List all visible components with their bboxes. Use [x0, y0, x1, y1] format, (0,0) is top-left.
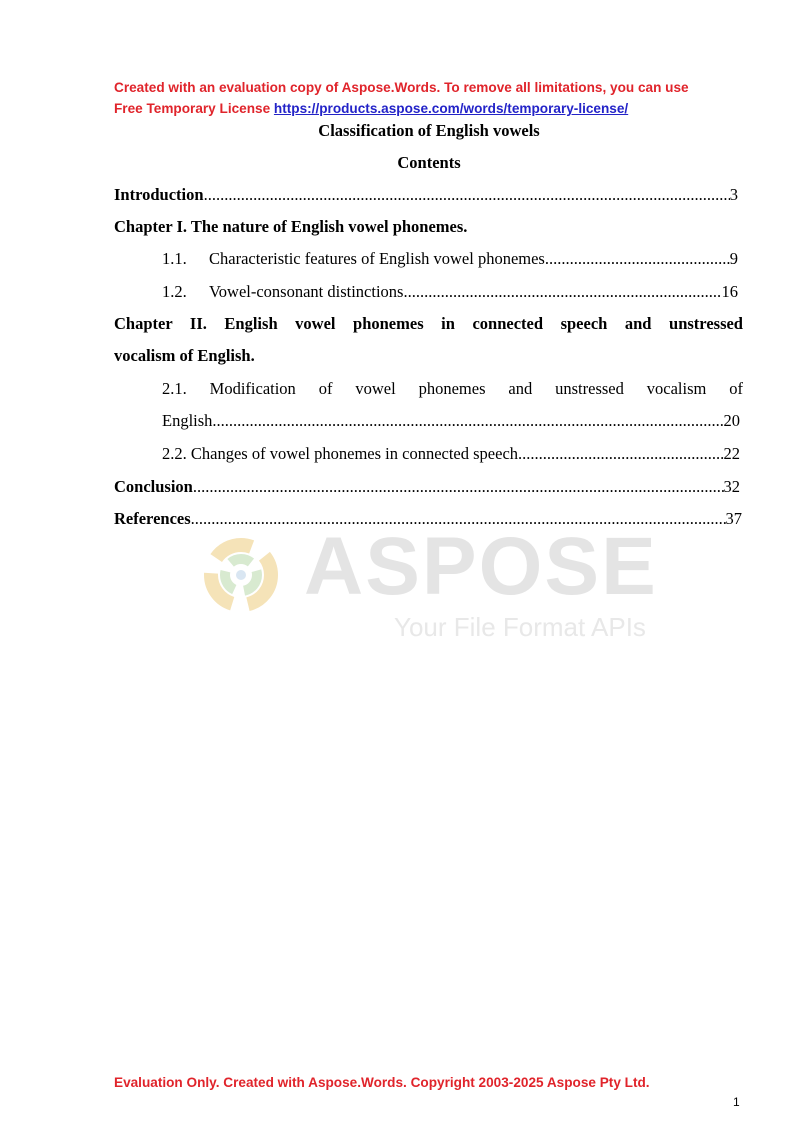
toc-page-number: 22 — [723, 444, 740, 463]
toc-entry-label: References — [114, 509, 191, 528]
toc-entry-label: Introduction — [114, 185, 204, 204]
evaluation-notice-line1: Created with an evaluation copy of Aspose.Words. To remove all limitations, you can use — [114, 80, 689, 95]
toc-page-number: 3 — [729, 185, 738, 204]
toc-dot-leader — [204, 185, 730, 205]
toc-dot-leader — [212, 411, 723, 431]
toc-entry-section-1-1[interactable] — [162, 249, 738, 269]
toc-dot-leader — [191, 509, 726, 529]
toc-section-title: Vowel-consonant distinctions — [209, 282, 404, 301]
toc-entry-label — [162, 249, 545, 269]
watermark-tagline: Your File Format APIs — [394, 612, 646, 642]
toc-section-number: 1.1. — [162, 249, 187, 268]
toc-dot-leader — [193, 477, 724, 497]
aspose-logo-icon — [186, 530, 296, 620]
toc-dot-leader — [545, 249, 730, 269]
toc-entry-label: Conclusion — [114, 477, 193, 496]
license-label: Free Temporary License — [114, 101, 274, 116]
aspose-watermark — [186, 522, 686, 652]
toc-entry-label: 2.2. Changes of vowel phonemes in connected speech — [162, 444, 519, 463]
toc-entry-section-1-2[interactable] — [162, 282, 738, 302]
toc-dot-leader — [518, 444, 723, 464]
watermark-wordmark: ASPOSE — [304, 521, 658, 612]
toc-section-title: Characteristic features of English vowel phonemes — [209, 249, 545, 268]
page-number: 1 — [733, 1095, 740, 1109]
toc-entry-section-2-1-line1[interactable]: 2.1. Modification of vowel phonemes and unstressed vocalism of — [162, 379, 743, 398]
toc-page-number: 16 — [721, 282, 738, 301]
toc-entry-conclusion[interactable] — [114, 477, 740, 497]
document-title: Classification of English vowels — [318, 121, 540, 140]
temporary-license-link[interactable]: https://products.aspose.com/words/temporary-license/ — [273, 101, 629, 116]
toc-dot-leader — [403, 282, 721, 302]
toc-entry-references[interactable] — [114, 509, 742, 529]
evaluation-notice-header — [114, 77, 754, 119]
toc-entry-chapter-2-line1[interactable]: Chapter II. English vowel phonemes in connected speech and unstressed — [114, 314, 743, 333]
toc-page-number: 32 — [723, 477, 740, 496]
toc-entry-label — [162, 282, 403, 302]
toc-entry-section-2-1-line2[interactable] — [162, 411, 740, 431]
toc-entry-section-2-2[interactable] — [162, 444, 740, 464]
evaluation-notice-line2 — [114, 98, 754, 119]
toc-entry-introduction[interactable] — [114, 185, 738, 205]
toc-section-number: 1.2. — [162, 282, 187, 301]
toc-page-number: 37 — [725, 509, 742, 528]
contents-heading: Contents — [397, 153, 461, 172]
evaluation-notice-footer: Evaluation Only. Created with Aspose.Words. Copyright 2003-2025 Aspose Pty Ltd. — [114, 1075, 650, 1090]
toc-entry-chapter-1[interactable]: Chapter I. The nature of English vowel phonemes. — [114, 217, 468, 236]
toc-page-number: 9 — [729, 249, 738, 268]
toc-entry-label: English — [162, 411, 213, 430]
toc-page-number: 20 — [723, 411, 740, 430]
toc-entry-chapter-2-line2[interactable]: vocalism of English. — [114, 346, 255, 365]
